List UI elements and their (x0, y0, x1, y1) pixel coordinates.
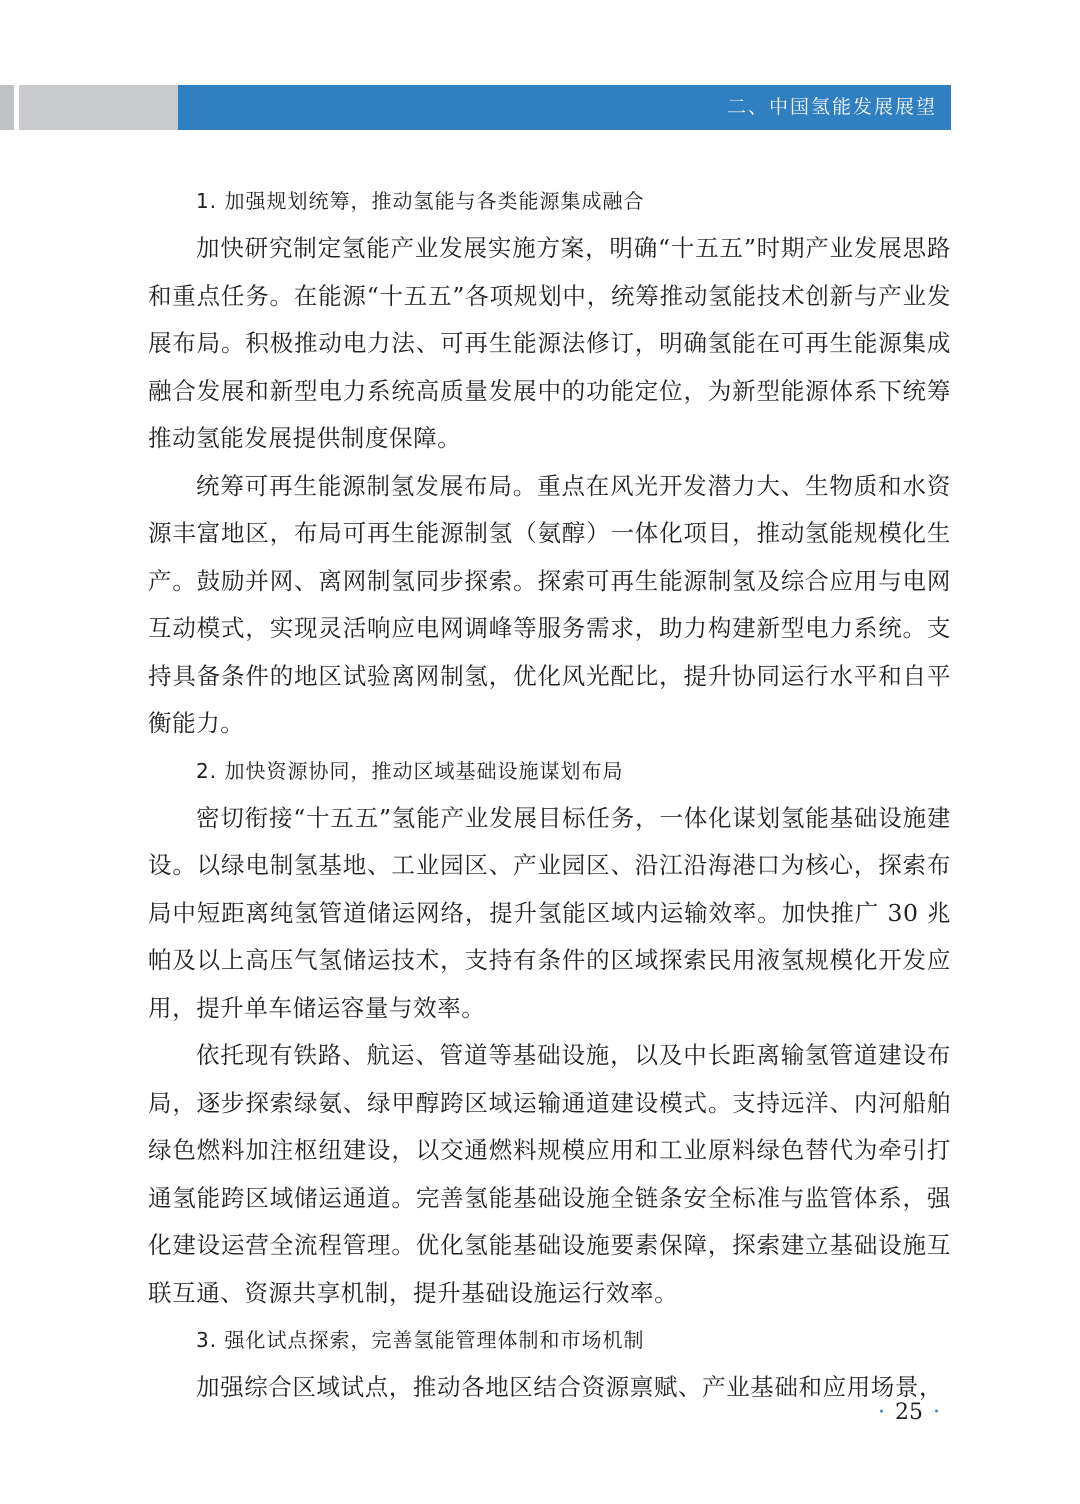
section-title: 二、中国氢能发展展望 (726, 96, 937, 118)
page-dot-left: · (878, 1400, 885, 1425)
page-number-footer (868, 1398, 950, 1428)
page-number: 25 (895, 1400, 923, 1425)
paragraph: 统筹可再生能源制氢发展布局。重点在风光开发潜力大、生物质和水资源丰富地区，布局可再生能源制氢（氨醇）一体化项目，推动氢能规模化生产。鼓励并网、离网制氢同步探索。探索可再生能源制氢及综合应用与电网互动模式，实现灵活响应电网调峰等服务需求，助力构建新型电力系统。支持具备条件的地区试验离网制氢，优化风光配比，提升协同运行水平和自平衡能力。 (148, 471, 951, 737)
paragraph: 密切衔接“十五五”氢能产业发展目标任务，一体化谋划氢能基础设施建设。以绿电制氢基地、工业园区、产业园区、沿江沿海港口为核心，探索布局中短距离纯氢管道储运网络，提升氢能区域内运输效率。加快推广 30 兆帕及以上高压气氢储运技术，支持有条件的区域探索民用液氢规模化开发应用，提升单车储运容量与效率。 (148, 803, 951, 1022)
subheading-2: 2. 加快资源协同，推动区域基础设施谋划布局 (196, 758, 624, 783)
header-gray-bar (19, 85, 178, 130)
paragraph: 加快研究制定氢能产业发展实施方案，明确“十五五”时期产业发展思路和重点任务。在能源“十五五”各项规划中，统筹推动氢能技术创新与产业发展布局。积极推动电力法、可再生能源法修订，明确氢能在可再生能源集成融合发展和新型电力系统高质量发展中的功能定位，为新型能源体系下统筹推动氢能发展提供制度保障。 (148, 234, 951, 452)
paragraph: 依托现有铁路、航运、管道等基础设施，以及中长距离输氢管道建设布局，逐步探索绿氨、绿甲醇跨区域运输通道建设模式。支持远洋、内河船舶绿色燃料加注枢纽建设，以交通燃料规模应用和工业原料绿色替代为牵引打通氢能跨区域储运通道。完善氢能基础设施全链条安全标准与监管体系，强化建设运营全流程管理。优化氢能基础设施要素保障，探索建立基础设施互联互通、资源共享机制，提升基础设施运行效率。 (148, 1041, 951, 1307)
subheading-1: 1. 加强规划统筹，推动氢能与各类能源集成融合 (196, 189, 645, 213)
header-blue-bar (178, 85, 951, 130)
header-edge-bar (0, 85, 14, 130)
page-content (148, 178, 951, 1412)
subheading-3: 3. 强化试点探索，完善氢能管理体制和市场机制 (196, 1328, 645, 1352)
paragraph: 加强综合区域试点，推动各地区结合资源禀赋、产业基础和应用场景， (196, 1373, 944, 1401)
header-band (0, 85, 951, 130)
page-dot-right: · (933, 1400, 940, 1425)
